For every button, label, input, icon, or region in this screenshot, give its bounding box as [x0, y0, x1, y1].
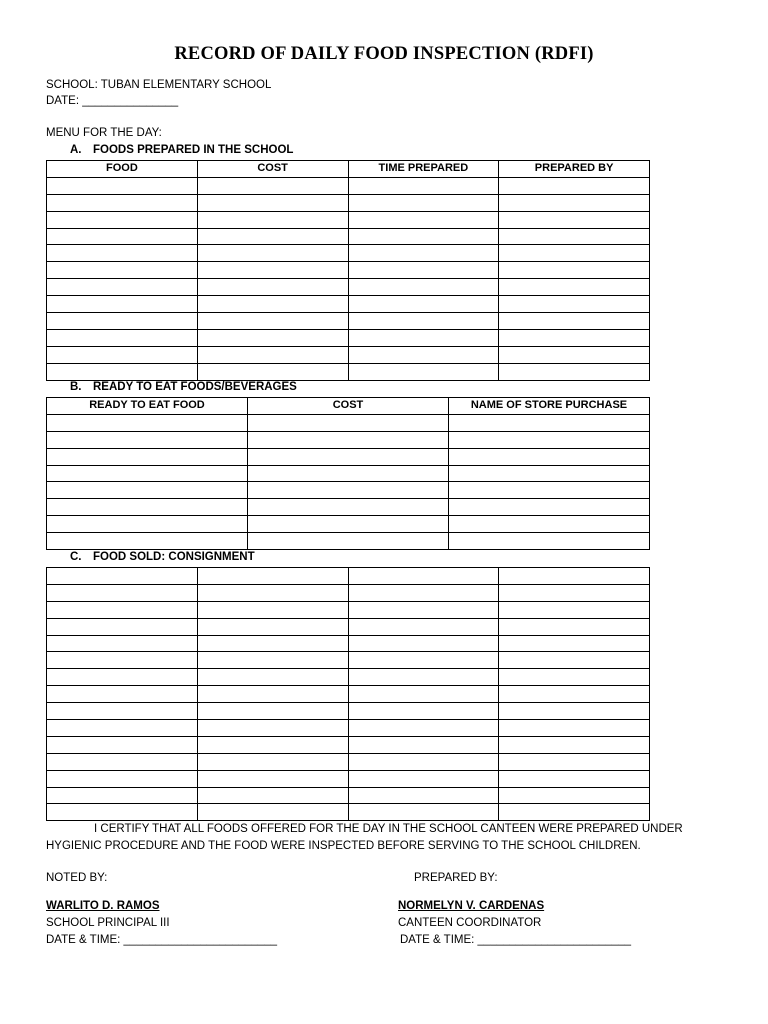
column-header-prepared-by: PREPARED BY: [499, 161, 650, 178]
blank-cell[interactable]: [197, 804, 348, 821]
prepared-by-date-time: DATE & TIME: ________________________: [400, 934, 632, 946]
blank-cell[interactable]: [499, 296, 650, 313]
blank-cell[interactable]: [449, 533, 650, 550]
blank-cell[interactable]: [47, 618, 198, 635]
blank-cell[interactable]: [499, 753, 650, 770]
blank-cell[interactable]: [47, 568, 198, 585]
blank-cell[interactable]: [47, 584, 198, 601]
consignment-table: [46, 567, 650, 821]
table-row: [47, 313, 650, 330]
blank-cell[interactable]: [348, 363, 499, 380]
blank-cell[interactable]: [348, 228, 499, 245]
document-title: RECORD OF DAILY FOOD INSPECTION (RDFI): [174, 44, 594, 64]
blank-cell[interactable]: [197, 601, 348, 618]
blank-cell[interactable]: [499, 804, 650, 821]
table-row: [47, 669, 650, 686]
blank-cell[interactable]: [348, 245, 499, 262]
blank-cell[interactable]: [449, 414, 650, 431]
blank-cell[interactable]: [47, 770, 198, 787]
blank-cell[interactable]: [47, 601, 198, 618]
table-row: [47, 618, 650, 635]
blank-cell[interactable]: [499, 703, 650, 720]
blank-cell[interactable]: [499, 669, 650, 686]
blank-cell[interactable]: [248, 533, 449, 550]
blank-cell[interactable]: [248, 482, 449, 499]
table-row: [47, 568, 650, 585]
blank-cell[interactable]: [348, 652, 499, 669]
table-row: [47, 245, 650, 262]
table-row: [47, 194, 650, 211]
blank-cell[interactable]: [248, 448, 449, 465]
table-row: [47, 787, 650, 804]
blank-cell[interactable]: [197, 228, 348, 245]
blank-cell[interactable]: [47, 787, 198, 804]
blank-cell[interactable]: [47, 313, 198, 330]
table-row: [47, 363, 650, 380]
section-c-title: FOOD SOLD: CONSIGNMENT: [93, 551, 255, 563]
blank-cell[interactable]: [348, 669, 499, 686]
table-row: [47, 448, 650, 465]
section-b-label: [70, 381, 297, 393]
section-c-letter: C.: [70, 551, 82, 563]
blank-cell[interactable]: [348, 601, 499, 618]
blank-cell[interactable]: [197, 296, 348, 313]
blank-cell[interactable]: [348, 568, 499, 585]
section-b-letter: B.: [70, 381, 82, 393]
blank-cell[interactable]: [499, 568, 650, 585]
menu-label: MENU FOR THE DAY:: [46, 127, 162, 139]
blank-cell[interactable]: [197, 194, 348, 211]
blank-cell[interactable]: [499, 770, 650, 787]
blank-cell[interactable]: [197, 618, 348, 635]
blank-cell[interactable]: [47, 177, 198, 194]
noted-by-name: WARLITO D. RAMOS: [46, 900, 160, 912]
section-a-title: FOODS PREPARED IN THE SCHOOL: [93, 144, 294, 156]
table-row: [47, 262, 650, 279]
noted-by-position: SCHOOL PRINCIPAL III: [46, 917, 170, 929]
blank-cell[interactable]: [499, 245, 650, 262]
table-row: [47, 804, 650, 821]
school-line: SCHOOL: TUBAN ELEMENTARY SCHOOL: [46, 79, 272, 91]
blank-cell[interactable]: [47, 753, 198, 770]
blank-cell[interactable]: [197, 787, 348, 804]
table-row: [47, 753, 650, 770]
column-header-food: FOOD: [47, 161, 198, 178]
blank-cell[interactable]: [47, 228, 198, 245]
blank-cell[interactable]: [248, 465, 449, 482]
blank-cell[interactable]: [499, 329, 650, 346]
blank-cell[interactable]: [348, 736, 499, 753]
blank-cell[interactable]: [348, 329, 499, 346]
blank-cell[interactable]: [348, 804, 499, 821]
table-row: [47, 584, 650, 601]
blank-cell[interactable]: [449, 465, 650, 482]
blank-cell[interactable]: [197, 635, 348, 652]
blank-cell[interactable]: [197, 686, 348, 703]
blank-cell[interactable]: [47, 533, 248, 550]
column-header-cost: COST: [197, 161, 348, 178]
blank-cell[interactable]: [348, 262, 499, 279]
table-row: [47, 177, 650, 194]
blank-cell[interactable]: [348, 618, 499, 635]
blank-cell[interactable]: [197, 329, 348, 346]
table-row: [47, 296, 650, 313]
blank-cell[interactable]: [47, 448, 248, 465]
blank-cell[interactable]: [348, 194, 499, 211]
blank-cell[interactable]: [499, 228, 650, 245]
blank-cell[interactable]: [499, 211, 650, 228]
table-row: [47, 601, 650, 618]
certification-text: I CERTIFY THAT ALL FOODS OFFERED FOR THE DAY IN THE SCHOOL CANTEEN WERE PREPARED UNDER HYGIENIC PROCEDURE AND THE FOOD WERE INSPECTED BEFORE SERVING TO THE SCHOOL CHILDREN.: [46, 823, 683, 852]
table-row: [47, 465, 650, 482]
blank-cell[interactable]: [348, 296, 499, 313]
blank-cell[interactable]: [449, 482, 650, 499]
blank-cell[interactable]: [499, 618, 650, 635]
blank-cell[interactable]: [47, 279, 198, 296]
column-header-ready-to-eat-food: READY TO EAT FOOD: [47, 398, 248, 415]
blank-cell[interactable]: [499, 686, 650, 703]
blank-cell[interactable]: [47, 262, 198, 279]
prepared-by-label: PREPARED BY:: [414, 872, 498, 884]
blank-cell[interactable]: [499, 262, 650, 279]
blank-cell[interactable]: [47, 194, 198, 211]
blank-cell[interactable]: [499, 177, 650, 194]
blank-cell[interactable]: [47, 431, 248, 448]
date-line: DATE: _______________: [46, 95, 179, 107]
blank-cell[interactable]: [197, 770, 348, 787]
table-row: [47, 279, 650, 296]
blank-cell[interactable]: [348, 787, 499, 804]
table-header-row: [47, 161, 650, 178]
blank-cell[interactable]: [47, 482, 248, 499]
blank-cell[interactable]: [47, 245, 198, 262]
blank-cell[interactable]: [47, 635, 198, 652]
blank-cell[interactable]: [499, 313, 650, 330]
blank-cell[interactable]: [197, 279, 348, 296]
blank-cell[interactable]: [248, 516, 449, 533]
blank-cell[interactable]: [248, 499, 449, 516]
blank-cell[interactable]: [348, 279, 499, 296]
blank-cell[interactable]: [197, 736, 348, 753]
blank-cell[interactable]: [248, 431, 449, 448]
blank-cell[interactable]: [47, 296, 198, 313]
table-row: [47, 533, 650, 550]
blank-cell[interactable]: [47, 414, 248, 431]
blank-cell[interactable]: [499, 787, 650, 804]
table-row: [47, 499, 650, 516]
blank-cell[interactable]: [47, 363, 198, 380]
blank-cell[interactable]: [449, 499, 650, 516]
column-header-store-name: NAME OF STORE PURCHASE: [449, 398, 650, 415]
section-a-label: [70, 144, 293, 156]
table-row: [47, 431, 650, 448]
table-row: [47, 635, 650, 652]
table-header-row: [47, 398, 650, 415]
prepared-by-name: NORMELYN V. CARDENAS: [398, 900, 545, 912]
blank-cell[interactable]: [499, 736, 650, 753]
blank-cell[interactable]: [348, 703, 499, 720]
blank-cell[interactable]: [499, 601, 650, 618]
blank-cell[interactable]: [47, 652, 198, 669]
table-row: [47, 516, 650, 533]
blank-cell[interactable]: [197, 363, 348, 380]
blank-cell[interactable]: [197, 346, 348, 363]
blank-cell[interactable]: [47, 804, 198, 821]
table-row: [47, 686, 650, 703]
blank-cell[interactable]: [499, 635, 650, 652]
blank-cell[interactable]: [47, 499, 248, 516]
blank-cell[interactable]: [348, 177, 499, 194]
blank-cell[interactable]: [499, 720, 650, 737]
table-row: [47, 482, 650, 499]
blank-cell[interactable]: [499, 279, 650, 296]
blank-cell[interactable]: [449, 516, 650, 533]
blank-cell[interactable]: [47, 329, 198, 346]
table-row: [47, 228, 650, 245]
table-row: [47, 329, 650, 346]
table-row: [47, 652, 650, 669]
blank-cell[interactable]: [348, 770, 499, 787]
blank-cell[interactable]: [47, 669, 198, 686]
blank-cell[interactable]: [197, 720, 348, 737]
blank-cell[interactable]: [197, 753, 348, 770]
section-a-letter: A.: [70, 144, 82, 156]
table-row: [47, 720, 650, 737]
blank-cell[interactable]: [348, 584, 499, 601]
blank-cell[interactable]: [197, 584, 348, 601]
blank-cell[interactable]: [47, 720, 198, 737]
blank-cell[interactable]: [348, 635, 499, 652]
blank-cell[interactable]: [499, 652, 650, 669]
blank-cell[interactable]: [47, 211, 198, 228]
noted-by-label: NOTED BY:: [46, 872, 108, 884]
blank-cell[interactable]: [499, 346, 650, 363]
section-b-title: READY TO EAT FOODS/BEVERAGES: [93, 381, 297, 393]
blank-cell[interactable]: [47, 346, 198, 363]
blank-cell[interactable]: [449, 448, 650, 465]
blank-cell[interactable]: [197, 245, 348, 262]
blank-cell[interactable]: [248, 414, 449, 431]
blank-cell[interactable]: [499, 194, 650, 211]
noted-by-date-time: DATE & TIME: ________________________: [46, 934, 278, 946]
blank-cell[interactable]: [197, 669, 348, 686]
blank-cell[interactable]: [499, 584, 650, 601]
blank-cell[interactable]: [197, 703, 348, 720]
blank-cell[interactable]: [47, 516, 248, 533]
blank-cell[interactable]: [197, 313, 348, 330]
column-header-cost: COST: [248, 398, 449, 415]
blank-cell[interactable]: [47, 703, 198, 720]
blank-cell[interactable]: [348, 686, 499, 703]
table-row: [47, 703, 650, 720]
blank-cell[interactable]: [197, 652, 348, 669]
blank-cell[interactable]: [47, 465, 248, 482]
blank-cell[interactable]: [348, 313, 499, 330]
blank-cell[interactable]: [47, 686, 198, 703]
table-row: [47, 770, 650, 787]
blank-cell[interactable]: [197, 177, 348, 194]
blank-cell[interactable]: [197, 568, 348, 585]
table-row: [47, 211, 650, 228]
blank-cell[interactable]: [197, 211, 348, 228]
prepared-by-position: CANTEEN COORDINATOR: [398, 917, 542, 929]
blank-cell[interactable]: [499, 363, 650, 380]
section-c-label: [70, 551, 255, 563]
table-row: [47, 414, 650, 431]
blank-cell[interactable]: [348, 720, 499, 737]
blank-cell[interactable]: [348, 346, 499, 363]
blank-cell[interactable]: [47, 736, 198, 753]
column-header-time-prepared: TIME PREPARED: [348, 161, 499, 178]
blank-cell[interactable]: [348, 211, 499, 228]
blank-cell[interactable]: [197, 262, 348, 279]
foods-prepared-table: [46, 160, 650, 381]
blank-cell[interactable]: [348, 753, 499, 770]
blank-cell[interactable]: [449, 431, 650, 448]
table-row: [47, 736, 650, 753]
ready-to-eat-table: [46, 397, 650, 550]
certification-statement: [46, 821, 686, 855]
table-row: [47, 346, 650, 363]
